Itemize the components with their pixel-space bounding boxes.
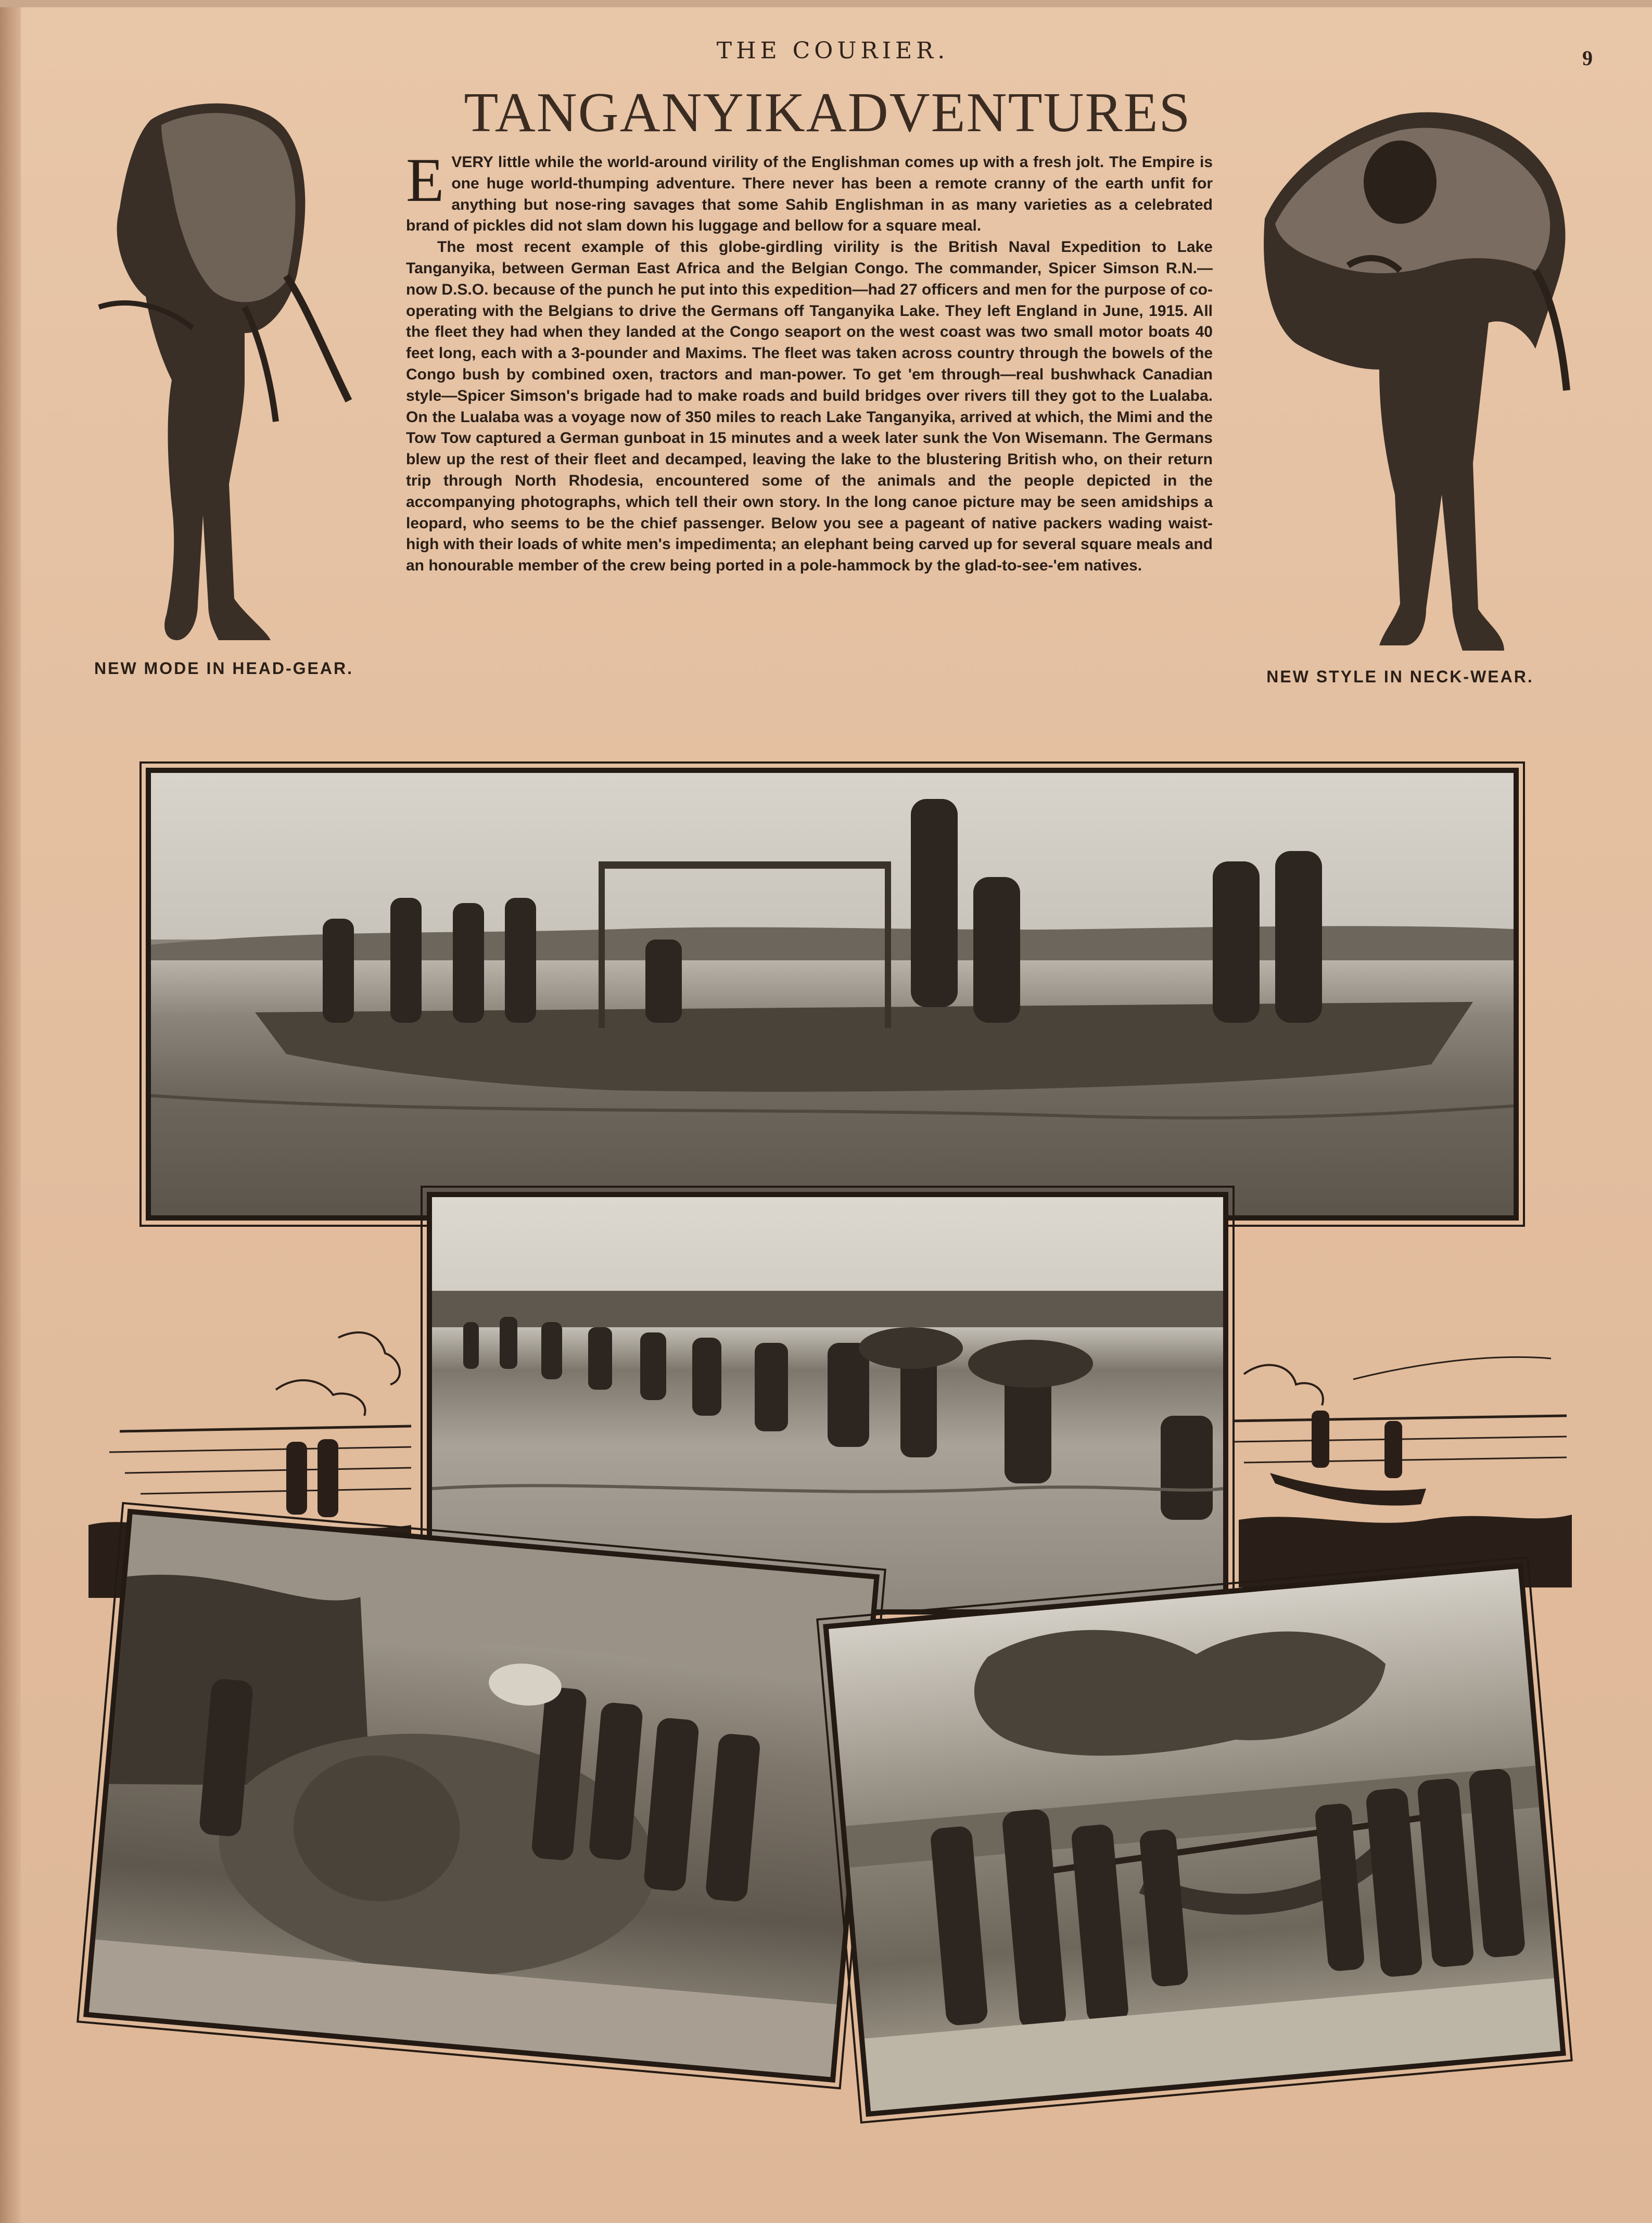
article-paragraph-1: VERY little while the world-around virility of the Englishman comes up with a fresh jolt. The Empire is one huge world-thumping adventure. There never has been a remote cranny of the earth unfit for anything but nose-ring savages that some Sahib Englishman in as many varieties as a celebrated brand of pickles did not slam down his luggage and bellow for a square meal.	[406, 154, 1213, 235]
elephant-scene	[89, 1515, 874, 2077]
photo-long-canoe	[146, 768, 1519, 1221]
photo-head-gear	[88, 88, 380, 651]
article-body	[406, 145, 1213, 577]
page-top-edge	[0, 0, 1652, 7]
sketch-right-shore	[1228, 1343, 1572, 1587]
photo-neck-wear	[1244, 99, 1587, 661]
photo-elephant-carving	[83, 1509, 880, 2083]
caption-head-gear: NEW MODE IN HEAD-GEAR.	[94, 659, 353, 678]
canoe-scene	[151, 773, 1514, 1215]
hammock-scene	[829, 1569, 1560, 2111]
photo-pole-hammock	[823, 1563, 1566, 2117]
article-paragraph-2: The most recent example of this globe-girdling virility is the British Naval Expedition to Lake Tanganyika, between German East Africa and the Belgian Congo. The commander, Spicer Simson R.N.—now D.S.O. because of the punch he put into this expedition—had 27 officers and men for the purpose of co-operating with the Belgians to drive the Germans off Tanganyika Lake. They left England in June, 1915. All the fleet they had when they landed at the Congo seaport on the west coast was two small motor boats 40 feet long, each with a 3-pounder and Maxims. The fleet was taken across country through the bowels of the Congo bush by combined oxen, tractors and man-power. To get 'em through—real bushwhack Canadian style—Spicer Simson's brigade had to make roads and build bridges over rivers till they got to the Lualaba. On the Lualaba was a voyage now of 350 miles to reach Lake Tanganyika, arrived at which, the Mimi and the Tow Tow captured a German gunboat in 15 minutes and a week later sunk the Von Wisemann. The Germans blew up the rest of their fleet and decamped, leaving the lake to the blustering British who, on their return trip through North Rhodesia, encountered some of the animals and the people depicted in the accompanying photographs, which tell their own story. In the long canoe picture may be seen amidships a leopard, who seems to be the chief passenger. Below you see a pageant of native packers wading waist-high with their loads of white men's impedimenta; an elephant being carved up for several square meals and an honourable member of the crew being ported in a pole-hammock by the glad-to-see-'em natives.	[406, 238, 1213, 575]
caption-neck-wear: NEW STYLE IN NECK-WEAR.	[1266, 667, 1534, 686]
article-headline: TANGANYIKADVENTURES	[464, 82, 1191, 144]
drop-cap: E	[406, 145, 444, 214]
running-head: THE COURIER.	[716, 37, 949, 64]
page-binding-edge	[0, 0, 21, 2223]
page-number: 9	[1582, 46, 1593, 70]
